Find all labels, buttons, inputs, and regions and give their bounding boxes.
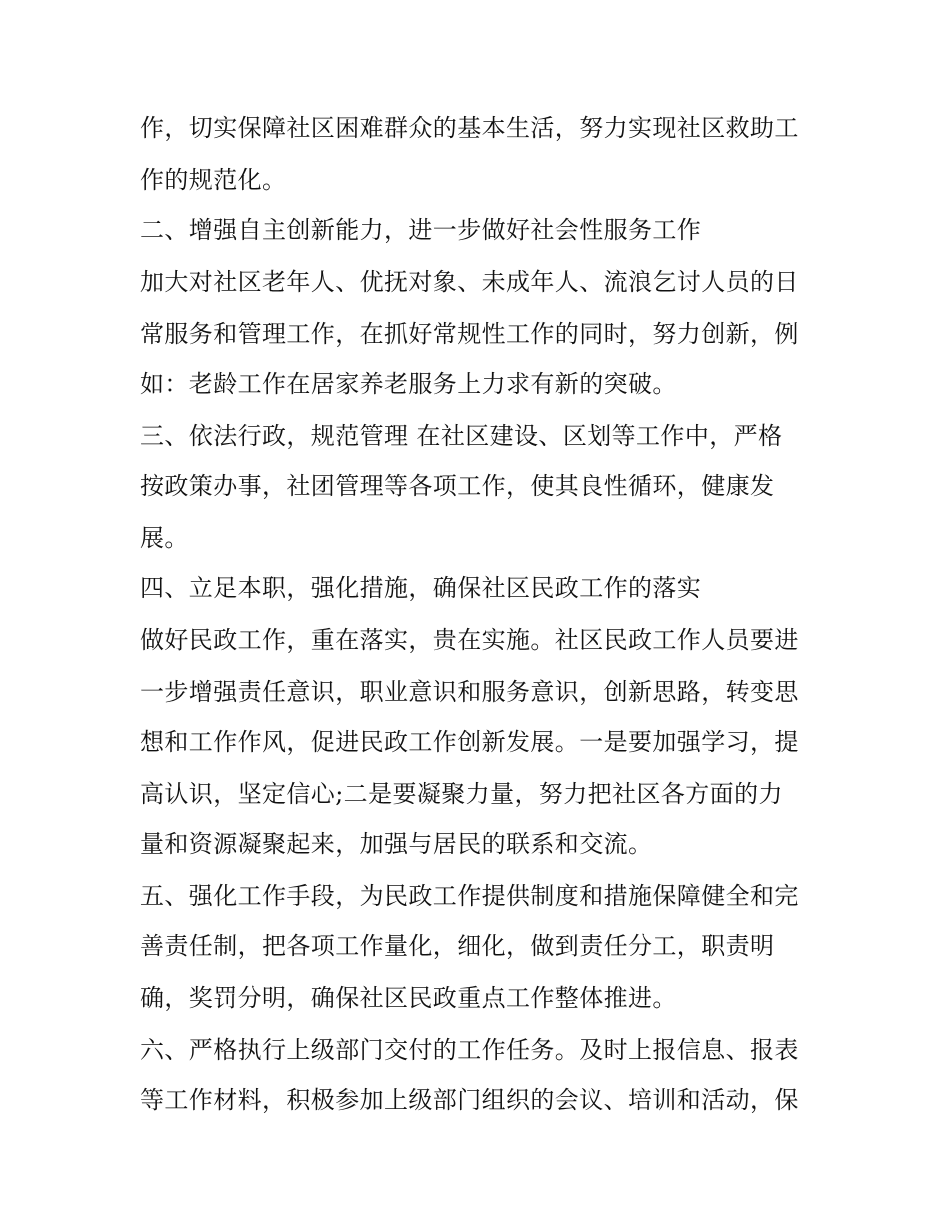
body-text-line: 高认识，坚定信心;二是要凝聚力量，努力把社区各方面的力 bbox=[140, 780, 783, 808]
body-text-line: 想和工作作风，促进民政工作创新发展。一是要加强学习，提 bbox=[140, 728, 799, 756]
body-text-line: 量和资源凝聚起来，加强与居民的联系和交流。 bbox=[140, 830, 653, 858]
body-text-line: 展。 bbox=[140, 524, 189, 552]
body-text-line: 一步增强责任意识，职业意识和服务意识，创新思路，转变思 bbox=[140, 678, 799, 706]
section-heading-6: 六、严格执行上级部门交付的工作任务。及时上报信息、报表 bbox=[140, 1036, 799, 1064]
body-text-line: 确，奖罚分明，确保社区民政重点工作整体推进。 bbox=[140, 984, 677, 1012]
section-heading-3: 三、依法行政，规范管理 在社区建设、区划等工作中，严格 bbox=[140, 422, 783, 450]
body-text-line: 常服务和管理工作，在抓好常规性工作的同时，努力创新，例 bbox=[140, 320, 799, 348]
section-heading-2: 二、增强自主创新能力，进一步做好社会性服务工作 bbox=[140, 216, 702, 244]
body-text-line: 加大对社区老年人、优抚对象、未成年人、流浪乞讨人员的日 bbox=[140, 268, 799, 296]
body-text-line: 作的规范化。 bbox=[140, 166, 287, 194]
body-text-line: 等工作材料，积极参加上级部门组织的会议、培训和活动，保 bbox=[140, 1086, 799, 1114]
body-text-line: 做好民政工作，重在落实，贵在实施。社区民政工作人员要进 bbox=[140, 626, 799, 654]
body-text-line: 善责任制，把各项工作量化，细化，做到责任分工，职责明 bbox=[140, 932, 775, 960]
section-heading-5: 五、强化工作手段，为民政工作提供制度和措施保障健全和完 bbox=[140, 882, 799, 910]
body-text-line: 作，切实保障社区困难群众的基本生活，努力实现社区救助工 bbox=[140, 114, 799, 142]
section-heading-4: 四、立足本职，强化措施，确保社区民政工作的落实 bbox=[140, 574, 702, 602]
body-text-line: 按政策办事，社团管理等各项工作，使其良性循环，健康发 bbox=[140, 472, 775, 500]
body-text-line: 如：老龄工作在居家养老服务上力求有新的突破。 bbox=[140, 370, 677, 398]
